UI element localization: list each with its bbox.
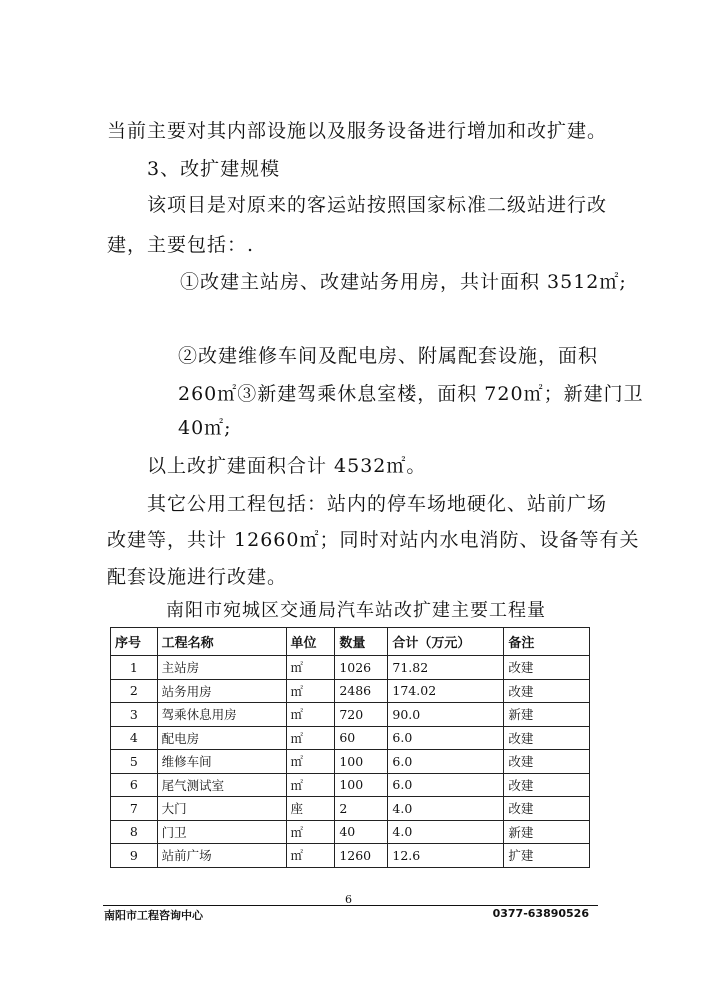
cell-name: 站前广场 [157, 844, 286, 868]
cell-unit: ㎡ [286, 750, 335, 774]
total-area-text: 以上改扩建面积合计 4532㎡。 [147, 455, 427, 477]
table-row [111, 679, 590, 703]
cell-note: 扩建 [504, 844, 590, 868]
text-line-1: 当前主要对其内部设施以及服务设备进行增加和改扩建。 [107, 120, 608, 142]
header-note: 备注 [504, 628, 590, 656]
cell-note: 新建 [504, 703, 590, 727]
cell-qty: 40 [335, 820, 388, 844]
cell-unit: ㎡ [286, 820, 335, 844]
cell-unit: ㎡ [286, 844, 335, 868]
cell-qty: 1026 [335, 656, 388, 680]
cell-name: 尾气测试室 [157, 773, 286, 797]
cell-total: 12.6 [388, 844, 504, 868]
cell-total: 174.02 [388, 679, 504, 703]
table-row [111, 797, 590, 821]
table-row [111, 773, 590, 797]
cell-note: 新建 [504, 820, 590, 844]
cell-total: 4.0 [388, 820, 504, 844]
cell-note: 改建 [504, 797, 590, 821]
cell-total: 4.0 [388, 797, 504, 821]
header-no: 序号 [111, 628, 158, 656]
cell-qty: 100 [335, 773, 388, 797]
cell-no: 5 [111, 750, 158, 774]
cell-name: 配电房 [157, 726, 286, 750]
table-row [111, 726, 590, 750]
cell-unit: ㎡ [286, 726, 335, 750]
public-works-line-3: 配套设施进行改建。 [107, 566, 288, 588]
table-caption: 南阳市宛城区交通局汽车站改扩建主要工程量 [166, 600, 546, 621]
cell-qty: 2486 [335, 679, 388, 703]
cell-total: 6.0 [388, 726, 504, 750]
cell-total: 6.0 [388, 750, 504, 774]
cell-unit: ㎡ [286, 656, 335, 680]
cell-qty: 720 [335, 703, 388, 727]
cell-qty: 1260 [335, 844, 388, 868]
public-works-line-1: 其它公用工程包括：站内的停车场地硬化、站前广场 [147, 493, 608, 515]
header-unit: 单位 [286, 628, 335, 656]
cell-note: 改建 [504, 679, 590, 703]
cell-name: 主站房 [157, 656, 286, 680]
cell-qty: 60 [335, 726, 388, 750]
item-2-text-cont: 260㎡③新建驾乘休息室楼，面积 720㎡；新建门卫 [178, 383, 644, 405]
item-3-text-cont: 40㎡; [178, 417, 232, 439]
footer-divider [103, 905, 598, 906]
works-table [110, 627, 590, 868]
cell-no: 3 [111, 703, 158, 727]
table-row [111, 844, 590, 868]
footer-phone: 0377-63890526 [492, 907, 589, 920]
cell-name: 站务用房 [157, 679, 286, 703]
cell-name: 维修车间 [157, 750, 286, 774]
cell-name: 大门 [157, 797, 286, 821]
cell-name: 门卫 [157, 820, 286, 844]
text-line-3: 该项目是对原来的客运站按照国家标准二级站进行改 [147, 194, 608, 216]
cell-unit: ㎡ [286, 773, 335, 797]
cell-note: 改建 [504, 656, 590, 680]
table-row [111, 703, 590, 727]
cell-note: 改建 [504, 726, 590, 750]
header-total: 合计（万元） [388, 628, 504, 656]
table-row [111, 820, 590, 844]
item-1-text: ①改建主站房、改建站务用房，共计面积 3512㎡; [180, 271, 627, 293]
cell-unit: ㎡ [286, 703, 335, 727]
cell-no: 1 [111, 656, 158, 680]
footer-organization: 南阳市工程咨询中心 [104, 909, 203, 922]
cell-note: 改建 [504, 750, 590, 774]
table-row [111, 750, 590, 774]
public-works-line-2: 改建等，共计 12660㎡；同时对站内水电消防、设备等有关 [107, 529, 640, 551]
cell-unit: ㎡ [286, 679, 335, 703]
cell-qty: 100 [335, 750, 388, 774]
section-heading: 3、改扩建规模 [147, 158, 281, 180]
cell-no: 9 [111, 844, 158, 868]
header-name: 工程名称 [157, 628, 286, 656]
cell-note: 改建 [504, 773, 590, 797]
table-row [111, 656, 590, 680]
table-header-row [111, 628, 590, 656]
cell-no: 6 [111, 773, 158, 797]
cell-qty: 2 [335, 797, 388, 821]
cell-no: 7 [111, 797, 158, 821]
header-qty: 数量 [335, 628, 388, 656]
cell-no: 2 [111, 679, 158, 703]
cell-name: 驾乘休息用房 [157, 703, 286, 727]
item-2-text: ②改建维修车间及配电房、附属配套设施，面积 [178, 345, 599, 367]
cell-no: 4 [111, 726, 158, 750]
cell-total: 71.82 [388, 656, 504, 680]
cell-total: 90.0 [388, 703, 504, 727]
cell-total: 6.0 [388, 773, 504, 797]
cell-no: 8 [111, 820, 158, 844]
text-line-4: 建，主要包括：. [107, 234, 255, 256]
cell-unit: 座 [286, 797, 335, 821]
page-number: 6 [345, 893, 352, 906]
